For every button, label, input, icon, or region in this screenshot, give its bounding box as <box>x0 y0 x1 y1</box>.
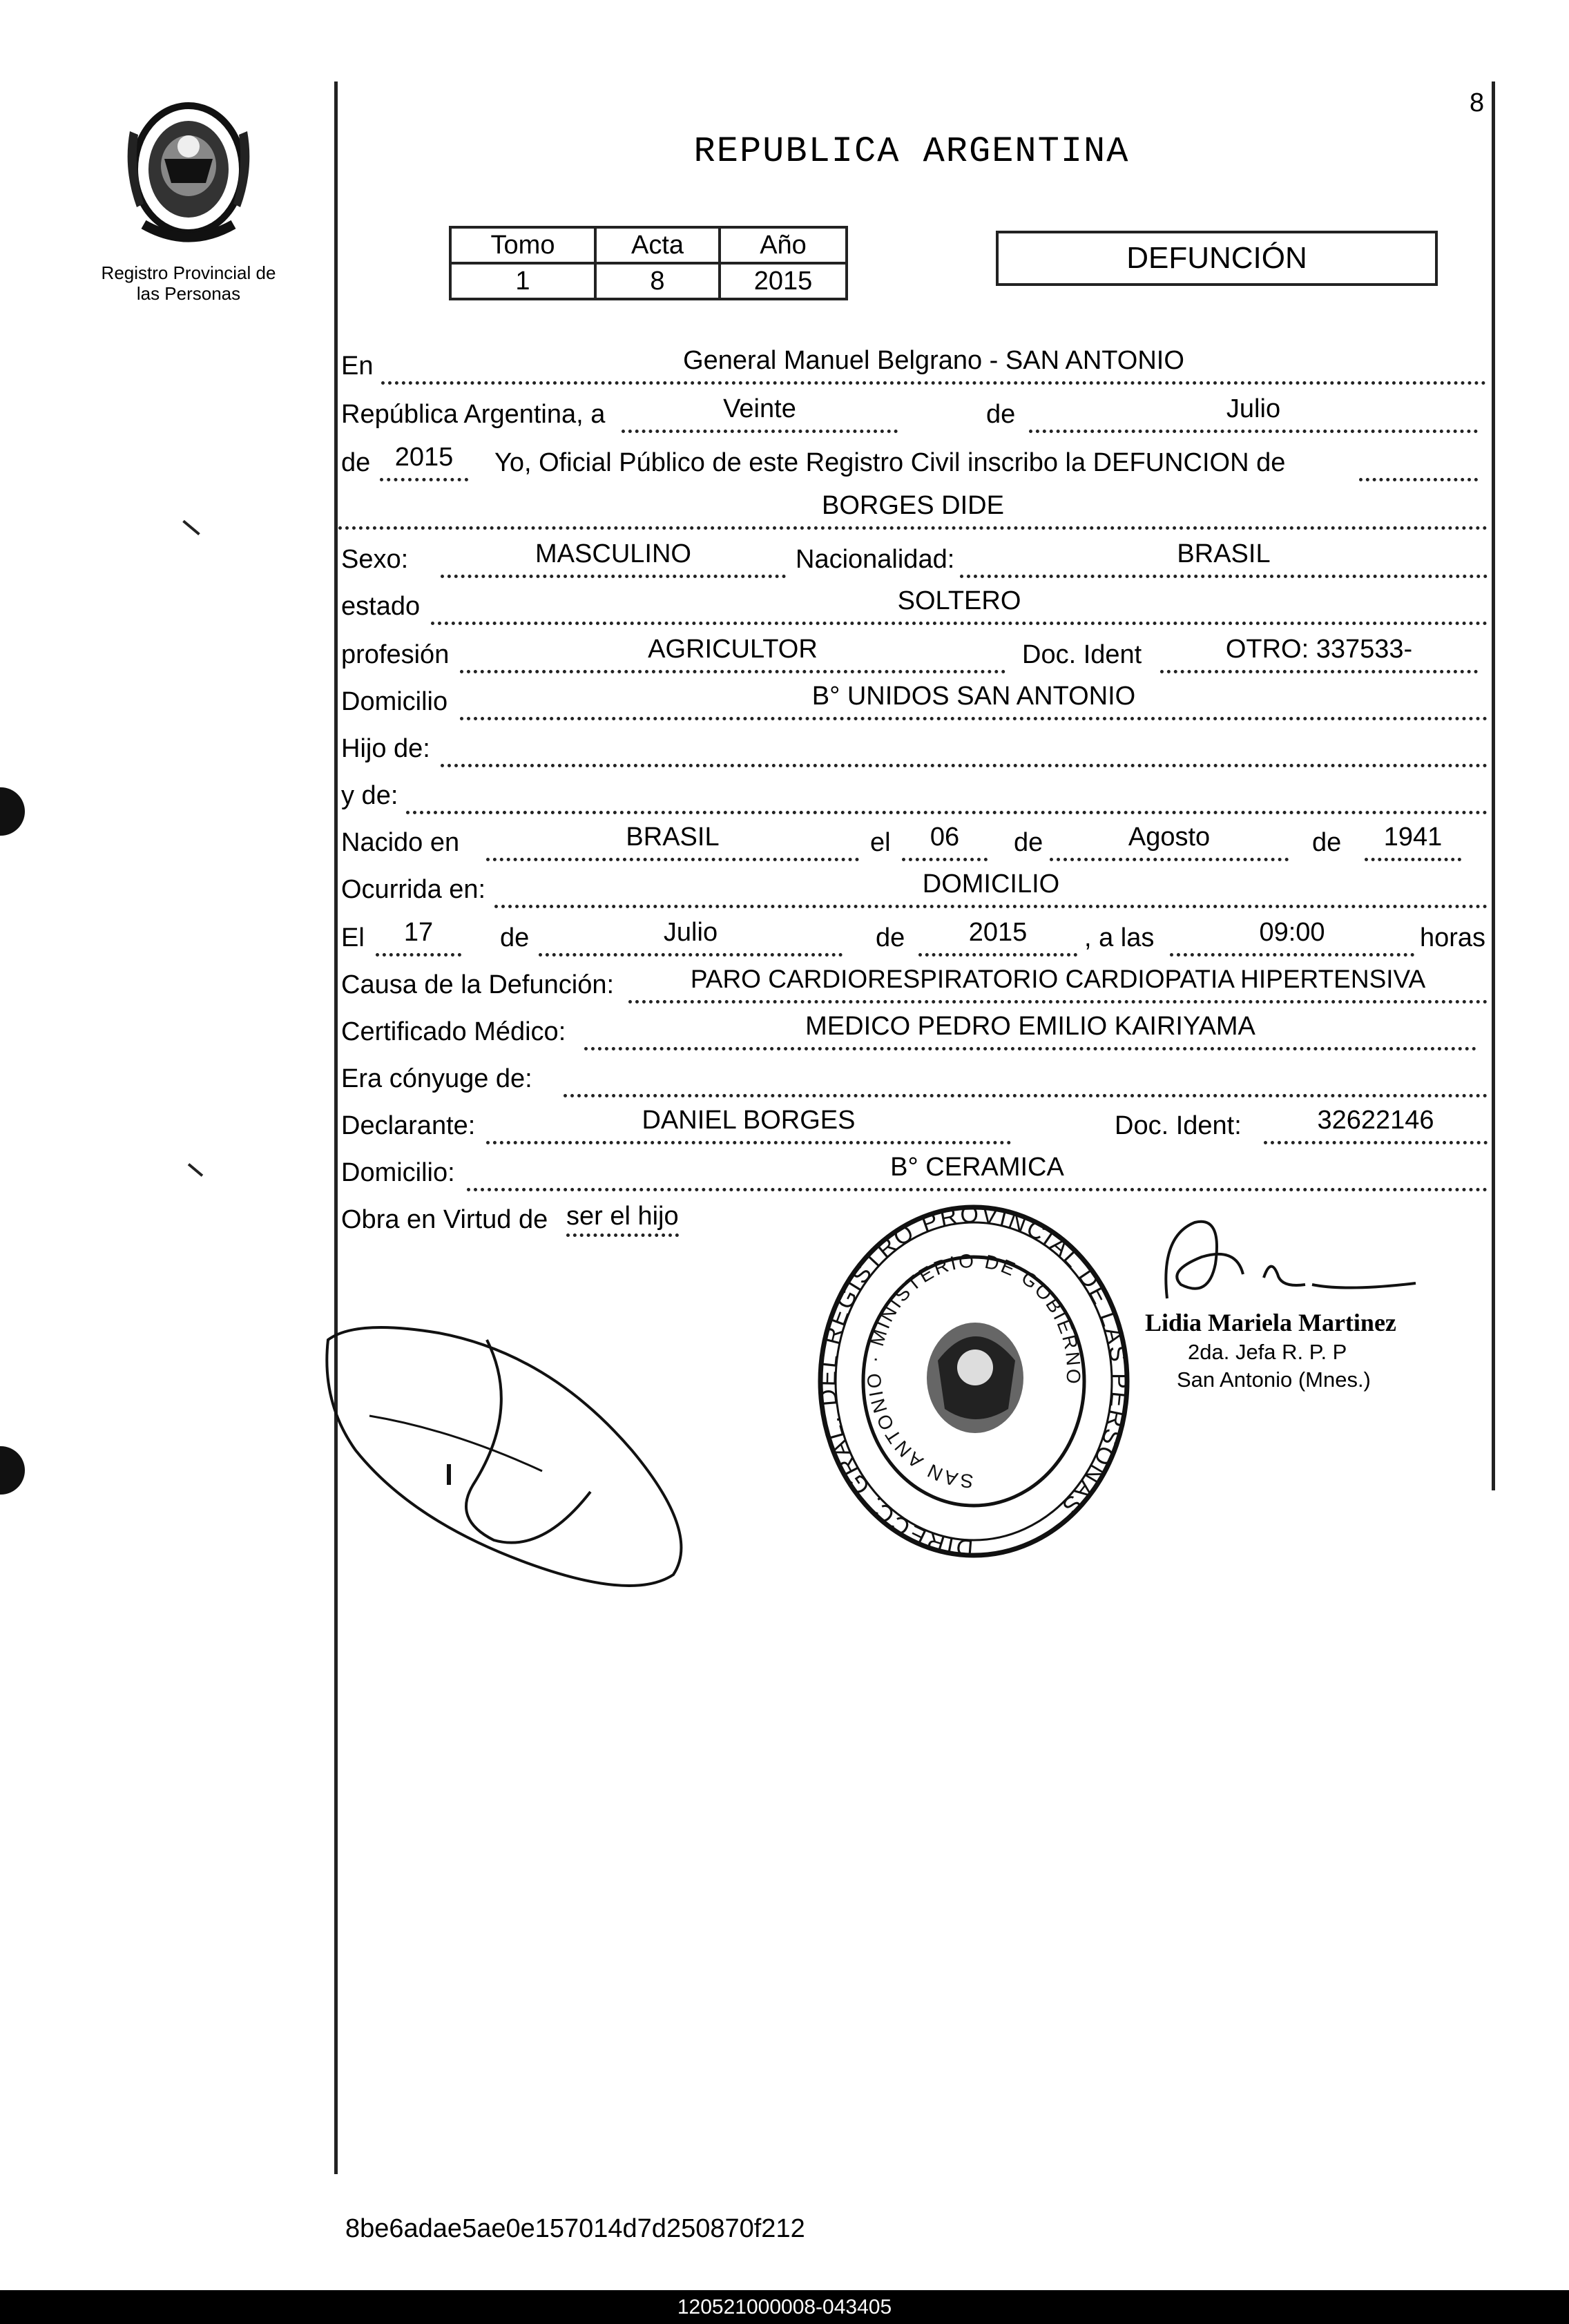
month-field <box>1029 394 1478 433</box>
day-de-label: de <box>986 400 1016 429</box>
day-value: Veinte <box>723 394 796 423</box>
deceased-name-field <box>338 490 1488 530</box>
office-name-line1: Registro Provincial de <box>101 262 276 283</box>
causa-value: PARO CARDIORESPIRATORIO CARDIOPATIA HIPERTENSIVA <box>690 965 1426 993</box>
officer-name: Lidia Mariela Martinez <box>1145 1309 1396 1336</box>
year-field <box>380 442 468 481</box>
punch-hole-mark <box>0 787 25 836</box>
row-estado <box>338 586 1492 627</box>
decl-domicilio-label: Domicilio: <box>341 1158 455 1187</box>
birth-month-value: Agosto <box>1128 823 1211 852</box>
profesion-label: profesión <box>341 640 450 669</box>
row-hijo <box>338 728 1492 769</box>
conyuge-label: Era cónyuge de: <box>341 1064 532 1093</box>
province-seal-logo <box>116 90 261 249</box>
footer-bar <box>0 2290 1569 2324</box>
stamp-outer-text: DIRECC. GRAL. DEL REGISTRO PROVINCIAL DE LAS PERSONAS <box>815 1202 1133 1561</box>
birth-year-field <box>1365 822 1461 861</box>
decl-domicilio-field <box>467 1152 1488 1191</box>
death-de1-label: de <box>500 923 530 952</box>
declarante-doc-field <box>1264 1105 1488 1144</box>
estado-label: estado <box>341 592 421 621</box>
doc-ident-value: OTRO: 337533- <box>1225 635 1413 664</box>
nacionalidad-value: BRASIL <box>1177 539 1271 568</box>
tomo-value: 1 <box>450 263 595 299</box>
estado-value: SOLTERO <box>897 586 1021 615</box>
sexo-label: Sexo: <box>341 545 409 574</box>
row-en <box>338 345 1492 387</box>
left-margin-rule <box>334 81 338 2174</box>
death-de2-label: de <box>876 923 905 952</box>
day-field <box>622 394 898 433</box>
birth-day-field <box>902 822 988 861</box>
domicilio-field <box>460 681 1488 720</box>
row-death-date <box>338 917 1492 959</box>
nacido-value: BRASIL <box>626 823 720 852</box>
row-declarante <box>338 1105 1492 1146</box>
death-year-field <box>918 917 1077 957</box>
nacido-label: Nacido en <box>341 828 460 857</box>
document-hash: 8be6adae5ae0e157014d7d250870f212 <box>345 2214 805 2243</box>
declarante-label: Declarante: <box>341 1111 476 1140</box>
sexo-value: MASCULINO <box>535 539 691 568</box>
republica-label: República Argentina, a <box>341 400 606 429</box>
page-number: 8 <box>1470 88 1485 117</box>
death-year-value: 2015 <box>968 918 1028 947</box>
nacionalidad-field <box>960 539 1488 578</box>
death-day-value: 17 <box>403 918 434 947</box>
acta-header: Acta <box>595 227 720 263</box>
nacido-field <box>486 822 859 861</box>
deceased-name-value: BORGES DIDE <box>822 491 1004 520</box>
death-day-field <box>376 917 461 957</box>
stamp-inner-text: SAN ANTONIO · MINISTERIO DE GOBIERNO <box>863 1249 1085 1492</box>
officer-title: 2da. Jefa R. P. P <box>1188 1340 1347 1364</box>
scan-mark <box>182 520 200 535</box>
row-certificado <box>338 1011 1492 1053</box>
birth-day-value: 06 <box>930 823 960 852</box>
act-type-box <box>996 231 1438 286</box>
hijo-label: Hijo de: <box>341 734 430 763</box>
year-value: 2015 <box>394 443 454 472</box>
doc-ident-field <box>1160 634 1478 673</box>
country-title: REPUBLICA ARGENTINA <box>693 131 1130 172</box>
scan-mark <box>188 1163 203 1177</box>
en-field <box>381 345 1486 385</box>
death-time-field <box>1170 917 1414 957</box>
domicilio-label: Domicilio <box>341 687 448 716</box>
ocurrida-value: DOMICILIO <box>922 870 1060 899</box>
birth-year-value: 1941 <box>1383 823 1443 852</box>
anio-value: 2015 <box>720 263 847 299</box>
birth-el-label: el <box>870 828 891 857</box>
declarant-signature <box>314 1312 715 1609</box>
birth-de1-label: de <box>1014 828 1043 857</box>
declarante-value: DANIEL BORGES <box>642 1106 856 1135</box>
y-de-label: y de: <box>341 781 398 810</box>
causa-field <box>628 964 1488 1003</box>
statement-text: Yo, Oficial Público de este Registro Civil inscribo la DEFUNCION de <box>494 448 1286 477</box>
estado-field <box>431 586 1488 625</box>
official-stamp <box>815 1202 1133 1561</box>
ocurrida-field <box>494 869 1488 908</box>
statement-trailing-field <box>1359 442 1478 481</box>
sexo-field <box>441 539 786 578</box>
certificado-label: Certificado Médico: <box>341 1017 566 1046</box>
declarante-doc-value: 32622146 <box>1317 1106 1434 1135</box>
certificado-value: MEDICO PEDRO EMILIO KAIRIYAMA <box>805 1012 1255 1041</box>
row-nacido <box>338 822 1492 863</box>
declarante-field <box>486 1105 1011 1144</box>
office-name-line2: las Personas <box>136 283 241 304</box>
death-month-value: Julio <box>663 918 718 947</box>
row-conyuge <box>338 1058 1492 1099</box>
row-profesion <box>338 634 1492 675</box>
birth-month-field <box>1050 822 1289 861</box>
en-label: En <box>341 352 374 381</box>
domicilio-value: B° UNIDOS SAN ANTONIO <box>811 682 1136 711</box>
a-las-label: , a las <box>1084 923 1155 952</box>
act-type-label: DEFUNCIÓN <box>1126 241 1307 275</box>
causa-label: Causa de la Defunción: <box>341 970 615 999</box>
certificado-field <box>584 1011 1476 1050</box>
anio-header: Año <box>720 227 847 263</box>
en-value: General Manuel Belgrano - SAN ANTONIO <box>683 346 1184 375</box>
row-statement <box>338 442 1492 483</box>
row-y-de <box>338 775 1492 816</box>
death-el-label: El <box>341 923 365 952</box>
row-causa <box>338 964 1492 1006</box>
decl-domicilio-value: B° CERAMICA <box>890 1153 1064 1182</box>
row-ocurrida <box>338 869 1492 910</box>
row-sexo <box>338 539 1492 580</box>
row-domicilio <box>338 681 1492 722</box>
officer-location: San Antonio (Mnes.) <box>1177 1367 1371 1392</box>
row-decl-domicilio <box>338 1152 1492 1193</box>
declarante-doc-label: Doc. Ident: <box>1115 1111 1242 1140</box>
row-republica <box>338 394 1492 435</box>
year-de-label: de <box>341 448 371 477</box>
birth-de2-label: de <box>1312 828 1342 857</box>
tomo-header: Tomo <box>450 227 595 263</box>
month-value: Julio <box>1226 394 1281 423</box>
profesion-value: AGRICULTOR <box>648 635 818 664</box>
hijo-field <box>441 728 1488 767</box>
y-de-field <box>406 775 1488 814</box>
right-margin-rule <box>1492 81 1495 1490</box>
ocurrida-label: Ocurrida en: <box>341 875 486 904</box>
profesion-field <box>460 634 1005 673</box>
doc-ident-label: Doc. Ident <box>1022 640 1142 669</box>
conyuge-field <box>564 1058 1488 1097</box>
obra-value: ser el hijo <box>566 1199 679 1237</box>
death-month-field <box>539 917 843 957</box>
obra-label: Obra en Virtud de <box>341 1205 548 1234</box>
death-time-value: 09:00 <box>1259 918 1325 947</box>
nacionalidad-label: Nacionalidad: <box>796 545 955 574</box>
register-table <box>449 226 848 300</box>
row-deceased-name <box>338 490 1492 532</box>
footer-code: 120521000008-043405 <box>677 2296 892 2318</box>
acta-value: 8 <box>595 263 720 299</box>
punch-hole-mark <box>0 1446 25 1495</box>
horas-label: horas <box>1420 923 1486 952</box>
